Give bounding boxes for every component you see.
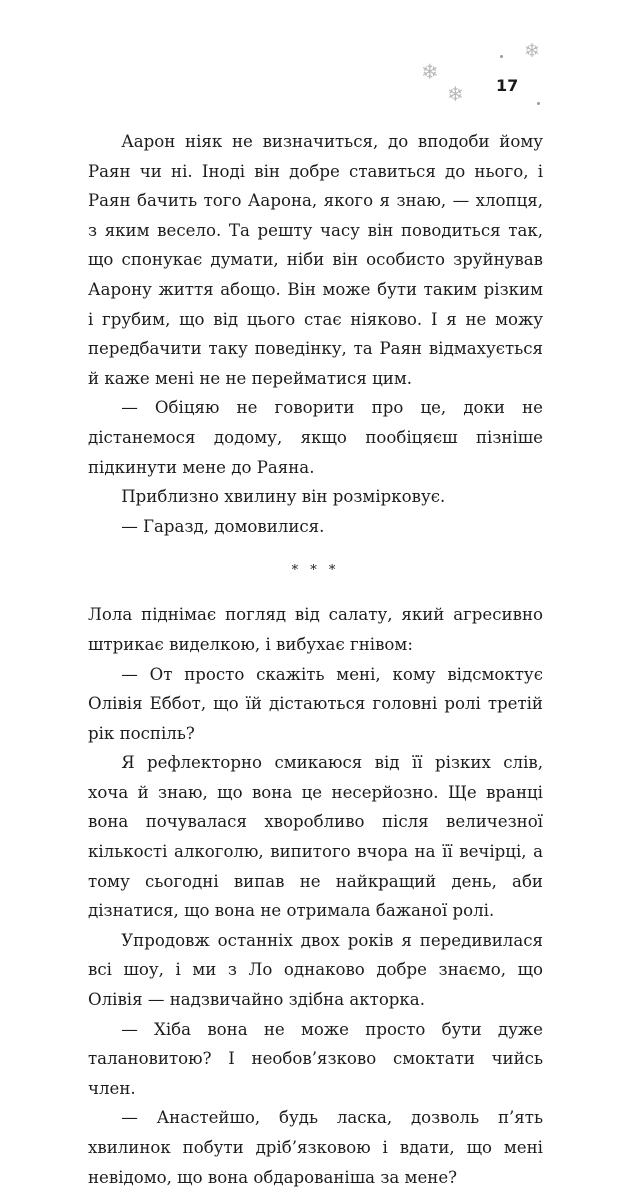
paragraph: Упродовж останніх двох років я передивилася всі шоу, і ми з Ло однаково добре знаємо, що Олівія — надзвичайно здібна акторка. xyxy=(88,930,543,1010)
paragraph: — Хіба вона не може просто бути дуже талановитою? І необов’язково смоктати чийсь член. xyxy=(88,1019,543,1098)
snowflake-icon: ❄ xyxy=(447,82,464,106)
paragraph: — Гаразд, домовилися. xyxy=(121,516,325,536)
snowflake-icon: ❄ xyxy=(421,60,439,84)
paragraph: — Обіцяю не говорити про це, доки не дістанемося додому, якщо пообіцяєш пізніше підкинути мене до Раяна. xyxy=(88,398,543,477)
paragraph: Приблизно хвилину він розмірковує. xyxy=(121,487,446,507)
page-number: 17 xyxy=(496,76,519,95)
paragraph: Я рефлекторно смикаюся від її різких слів, хоча й знаю, що вона це несерйозно. Ще вранці вона почувалася хворобливо після величезної кількості алкоголю, випитого вчора на її вечірці, а тому сьогодні випав не найкращий день, аби дізнатися, що вона не отримала бажаної ролі. xyxy=(88,753,543,921)
snowflake-icon: ❄ xyxy=(524,40,540,62)
paragraph: — От просто скажіть мені, кому відсмоктує Олівія Еббот, що їй дістаються головні ролі третій рік поспіль? xyxy=(88,664,543,743)
decoration-dot xyxy=(500,55,503,58)
paragraph: Аарон ніяк не визначиться, до вподоби йому Раян чи ні. Іноді він добре ставиться до нього, і Раян бачить того Аарона, якого я знаю, — хлопця, з яким весело. Та решту часу він поводиться так, що спонукає думати, ніби він особисто зруйнував Аарону життя абощо. Він може бути таким різким і грубим, що від цього стає ніяково. І я не можу передбачити таку поведінку, та Раян відмахується й каже мені не не перейматися цим. xyxy=(88,132,543,388)
paragraph: Лола піднімає погляд від салату, який агресивно штрикає виделкою, і вибухає гнівом: xyxy=(88,605,543,654)
section-separator: * * * xyxy=(291,563,340,579)
paragraph: — Анастейшо, будь ласка, дозволь п’ять хвилинок побути дріб’язковою і вдати, що мені невідомо, що вона обдарованіша за мене? xyxy=(88,1108,543,1187)
page-header xyxy=(0,0,630,120)
page-body xyxy=(88,127,543,1192)
decoration-dot xyxy=(537,102,540,105)
